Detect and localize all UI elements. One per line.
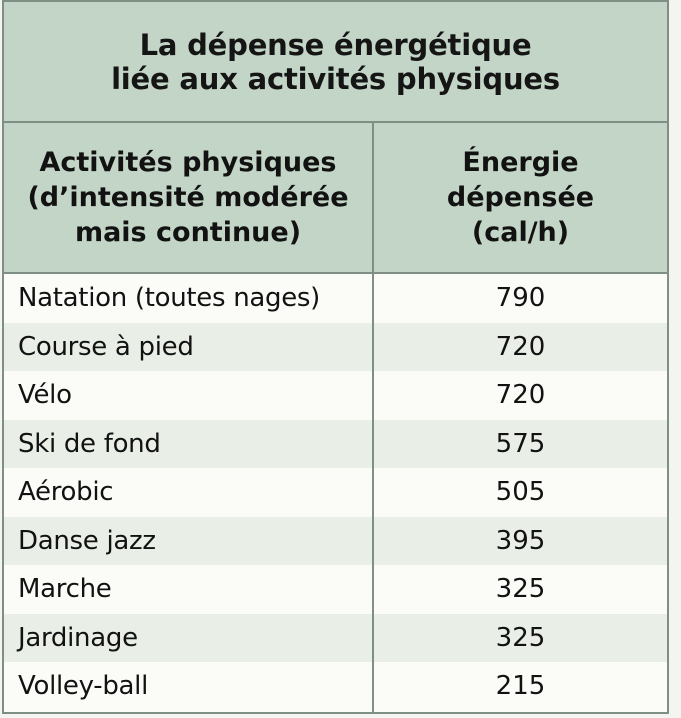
activity-cell: Course à pied bbox=[18, 331, 194, 362]
table-title-band bbox=[4, 2, 667, 123]
energy-cell: 325 bbox=[495, 574, 546, 605]
table-title-line-2: liée aux activités physiques bbox=[111, 61, 560, 96]
energy-cell: 395 bbox=[495, 525, 546, 556]
activity-cell: Danse jazz bbox=[18, 525, 156, 556]
column-header-activity-line-2: (d’intensité modérée bbox=[27, 182, 349, 213]
table-row bbox=[4, 420, 667, 469]
table-row bbox=[4, 565, 667, 614]
column-header-activity bbox=[4, 123, 372, 272]
column-header-activity-line-3: mais continue) bbox=[74, 217, 302, 248]
energy-cell: 215 bbox=[495, 671, 546, 702]
energy-cell: 325 bbox=[495, 622, 546, 653]
column-header-energy-line-1: Énergie bbox=[462, 147, 579, 178]
column-header-row bbox=[4, 123, 667, 274]
table-title-line-1: La dépense énergétique bbox=[139, 27, 532, 62]
energy-expenditure-table bbox=[2, 0, 669, 714]
table-row bbox=[4, 468, 667, 517]
table-row bbox=[4, 323, 667, 372]
table-row bbox=[4, 614, 667, 663]
column-header-energy bbox=[374, 123, 667, 272]
activity-cell: Volley-ball bbox=[18, 671, 149, 702]
energy-cell: 720 bbox=[495, 380, 546, 411]
energy-cell: 575 bbox=[495, 428, 546, 459]
column-header-energy-line-3: (cal/h) bbox=[471, 217, 570, 248]
table-row bbox=[4, 274, 667, 323]
table-row bbox=[4, 517, 667, 566]
column-header-activity-line-1: Activités physiques bbox=[39, 147, 337, 178]
table-row bbox=[4, 662, 667, 711]
energy-cell: 720 bbox=[495, 331, 546, 362]
activity-cell: Vélo bbox=[18, 380, 72, 411]
table-row bbox=[4, 371, 667, 420]
table-body bbox=[4, 274, 667, 711]
activity-cell: Jardinage bbox=[18, 622, 138, 653]
activity-cell: Marche bbox=[18, 574, 112, 605]
energy-cell: 505 bbox=[495, 477, 546, 508]
activity-cell: Aérobic bbox=[18, 477, 114, 508]
column-header-energy-line-2: dépensée bbox=[446, 182, 595, 213]
activity-cell: Natation (toutes nages) bbox=[18, 283, 321, 314]
energy-cell: 790 bbox=[495, 283, 546, 314]
column-divider bbox=[372, 123, 374, 712]
activity-cell: Ski de fond bbox=[18, 428, 161, 459]
